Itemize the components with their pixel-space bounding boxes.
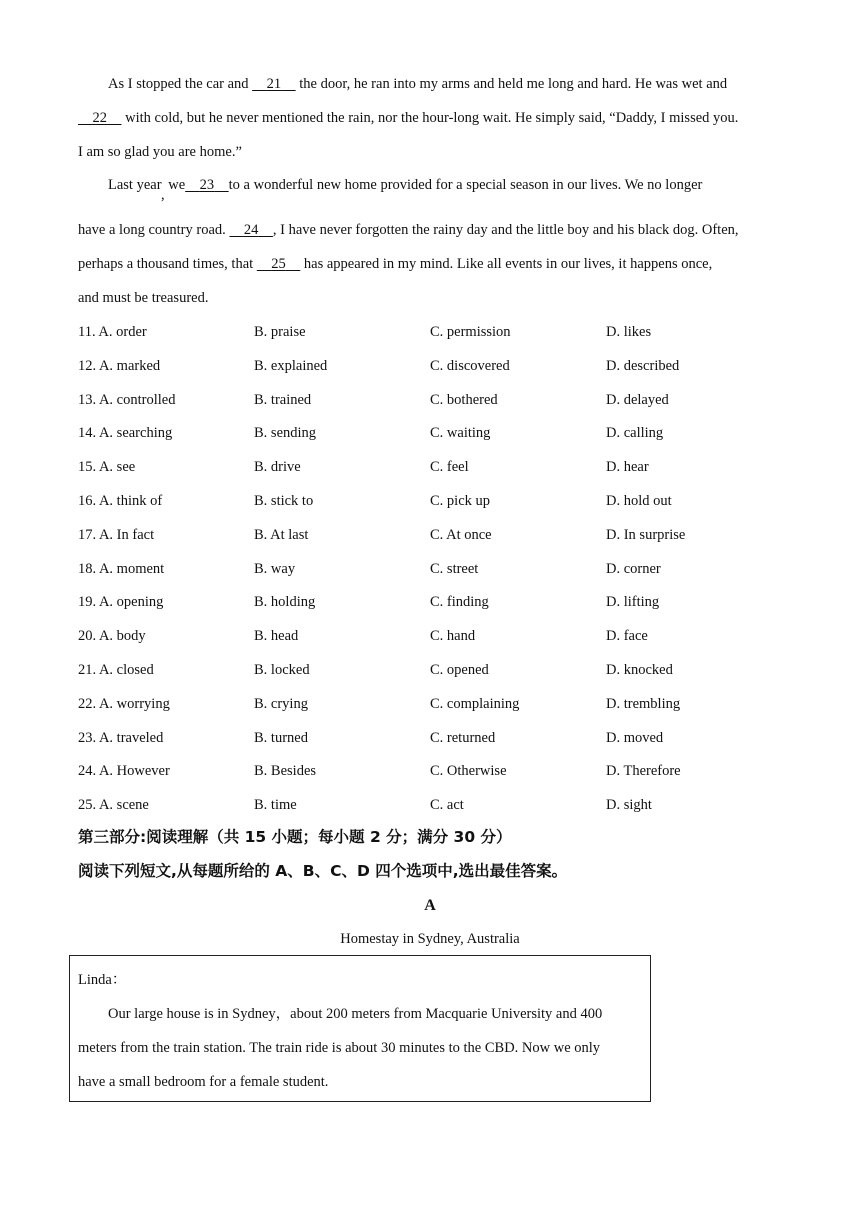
passage-comma: ,	[160, 187, 165, 203]
option-d: D. trembling	[606, 695, 681, 712]
passage-text: the door, he ran into my arms and held me long and hard. He was wet and	[295, 76, 728, 92]
option-d: D. In surprise	[606, 526, 686, 543]
option-b: B. praise	[254, 324, 306, 340]
option-c: C. act	[430, 797, 464, 814]
passage-text: As I stopped the car and	[108, 76, 253, 92]
passage-text: with cold, but he never mentioned the rain, nor the hour-long wait. He simply said, “Daddy, I missed you.	[121, 110, 739, 126]
passage-line	[108, 176, 703, 203]
option-b: B. holding	[254, 594, 316, 611]
option-c: C. returned	[430, 729, 496, 746]
option-c: C. complaining	[430, 695, 520, 712]
option-d: D. calling	[606, 425, 664, 442]
passage-line	[108, 75, 727, 93]
option-a: 18. A. moment	[78, 560, 165, 577]
option-a: 12. A. marked	[78, 357, 161, 374]
option-c: C. hand	[430, 628, 476, 645]
passage-text: Last year	[108, 177, 161, 193]
option-d: D. knocked	[606, 662, 673, 678]
option-b: B. locked	[254, 662, 310, 678]
option-d: D. hear	[606, 459, 649, 476]
option-a: 14. A. searching	[78, 425, 173, 442]
option-a: 11. A. order	[78, 324, 147, 340]
option-a: 19. A. opening	[78, 594, 164, 611]
option-b: B. head	[254, 628, 299, 645]
section-instruction: 阅读下列短文,从每题所给的 A、B、C、D 四个选项中,选出最佳答案。	[78, 862, 568, 880]
section-title: 第三部分:阅读理解（共 15 小题；每小题 2 分；满分 30 分）	[78, 828, 512, 846]
passage-line	[78, 143, 242, 161]
part-letter: A	[424, 897, 436, 914]
option-a: 24. A. However	[78, 763, 170, 780]
option-d: D. described	[606, 357, 680, 374]
option-b: B. sending	[254, 425, 317, 442]
option-d: D. delayed	[606, 391, 669, 408]
option-b: B. explained	[254, 357, 328, 374]
option-b: B. Besides	[254, 763, 317, 780]
option-a: 17. A. In fact	[78, 526, 155, 543]
passage-text: we	[164, 177, 186, 193]
option-a: 21. A. closed	[78, 662, 154, 678]
option-c: C. At once	[430, 526, 492, 543]
passage-text: has appeared in my mind. Like all events in our lives, it happens once,	[300, 256, 713, 272]
option-a: 15. A. see	[78, 459, 136, 476]
option-c: C. finding	[430, 594, 489, 611]
option-a: 23. A. traveled	[78, 729, 164, 746]
option-d: D. corner	[606, 560, 661, 577]
option-a: 22. A. worrying	[78, 695, 170, 712]
box-text-line: have a small bedroom for a female student.	[78, 1074, 329, 1090]
option-b: B. stick to	[254, 493, 314, 509]
option-b: B. crying	[254, 695, 308, 712]
option-c: C. waiting	[430, 425, 491, 442]
option-c: C. opened	[430, 662, 489, 678]
box-text-line: Our large house is in Sydney，about 200 meters from Macquarie University and 400	[108, 1006, 603, 1022]
option-b: B. At last	[254, 526, 309, 543]
option-c: C. discovered	[430, 357, 510, 374]
option-c: C. street	[430, 560, 479, 577]
passage-text: have a long country road.	[78, 222, 230, 238]
passage-text: I am so glad you are home.”	[78, 144, 242, 160]
option-a: 13. A. controlled	[78, 391, 176, 408]
option-a: 25. A. scene	[78, 797, 149, 814]
option-d: D. face	[606, 628, 648, 645]
option-d: D. hold out	[606, 493, 672, 509]
option-b: B. trained	[254, 391, 312, 408]
option-d: D. sight	[606, 797, 652, 814]
option-b: B. turned	[254, 729, 308, 746]
blank-23: 23	[199, 177, 215, 193]
option-b: B. time	[254, 797, 297, 814]
blank-22: 22	[92, 110, 107, 126]
passage-line	[78, 255, 712, 273]
option-d: D. moved	[606, 729, 664, 746]
passage-line	[78, 289, 208, 307]
box-greeting: Linda：	[78, 972, 127, 988]
option-a: 16. A. think of	[78, 493, 163, 509]
option-a: 20. A. body	[78, 628, 146, 645]
passage-text: perhaps a thousand times, that	[78, 256, 257, 272]
passage-text: , I have never forgotten the rainy day and the little boy and his black dog. Often,	[272, 222, 739, 238]
option-b: B. drive	[254, 459, 301, 476]
option-d: D. lifting	[606, 594, 660, 611]
box-text-line: meters from the train station. The train ride is about 30 minutes to the CBD. Now we only	[78, 1040, 601, 1056]
passage-line	[78, 221, 739, 239]
passage-line	[78, 109, 738, 127]
passage-text: to a wonderful new home provided for a special season in our lives. We no longer	[228, 177, 703, 193]
option-c: C. permission	[430, 324, 511, 340]
option-d: D. Therefore	[606, 763, 681, 780]
passage-text: and must be treasured.	[78, 290, 209, 306]
blank-25: 25	[271, 256, 286, 272]
option-c: C. feel	[430, 459, 469, 476]
option-b: B. way	[254, 560, 296, 577]
option-c: C. Otherwise	[430, 763, 507, 780]
blank-24: 24	[243, 222, 259, 238]
option-c: C. pick up	[430, 493, 491, 509]
blank-21: 21	[266, 76, 282, 92]
option-d: D. likes	[606, 324, 652, 340]
option-c: C. bothered	[430, 391, 498, 408]
passage-subtitle: Homestay in Sydney, Australia	[340, 931, 520, 947]
